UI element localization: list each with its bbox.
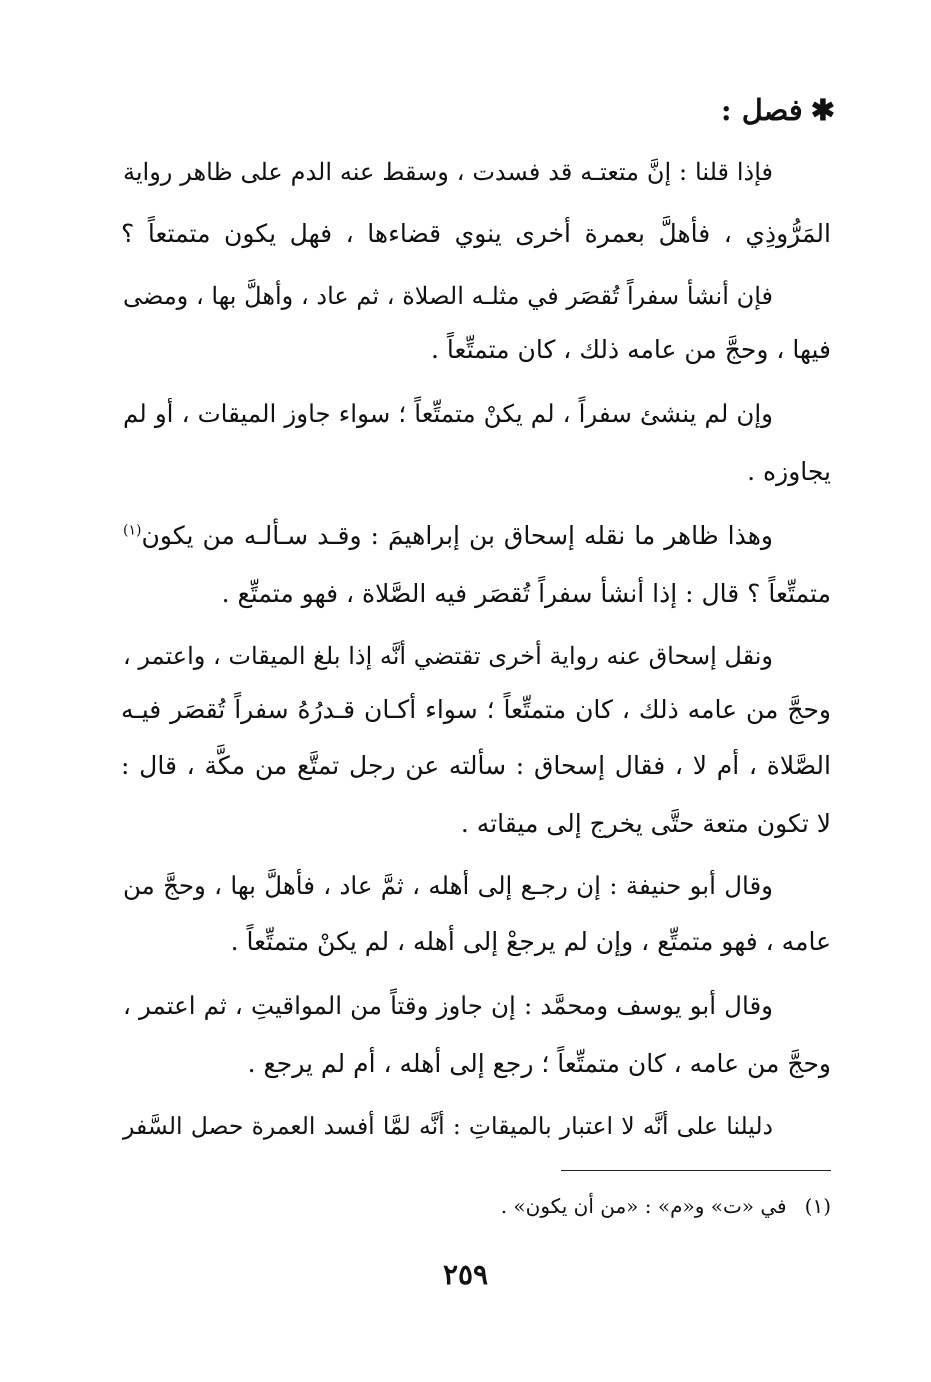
- paragraph-8-line-1: دليلنا على أنَّه لا اعتبار بالميقاتِ : أنَّه لمَّا أفسد العمرة حصل السَّفر: [123, 1112, 773, 1140]
- page-number: ٢٥٩: [442, 1258, 489, 1291]
- paragraph-3-line-1: وإن لم ينشئ سفراً ، لم يكنْ متمتِّعاً ؛ سواء جاوز الميقات ، أو لم: [123, 399, 773, 428]
- paragraph-1-line-1: فإذا قلنا : إنَّ متعتـه قد فسدت ، وسقط عنه الدم على ظاهر رواية: [123, 158, 773, 186]
- paragraph-6-line-2: عامه ، فهو متمتِّع ، وإن لم يرجعْ إلى أهله ، لم يكنْ متمتِّعاً .: [230, 927, 831, 956]
- footnote: [501, 1190, 831, 1222]
- paragraph-5-line-1: ونقل إسحاق عنه رواية أخرى تقتضي أنَّه إذا بلغ الميقات ، واعتمر ،: [123, 642, 773, 670]
- footnote-text: في «ت» و«م» : «من أن يكون» .: [500, 1194, 787, 1218]
- paragraph-7-line-1: وقال أبو يوسف ومحمَّد : إن جاوز وقتاً من المواقيتِ ، ثم اعتمر ،: [123, 991, 773, 1020]
- paragraph-1-line-2: المَرُّوذِي ، فأهلَّ بعمرة أخرى ينوي قضاءها ، فهل يكون متمتعاً ؟: [121, 219, 831, 248]
- paragraph-4-line-1: [123, 516, 773, 556]
- footnote-divider: [561, 1170, 831, 1171]
- paragraph-2-line-2: فيها ، وحجَّ من عامه ذلك ، كان متمتِّعاً .: [431, 335, 831, 364]
- paragraph-2-line-1: فإن أنشأ سفراً تُقصَر في مثلـه الصلاة ، ثم عاد ، وأهلَّ بها ، ومضى: [123, 282, 773, 310]
- paragraph-7-line-2: وحجَّ من عامه ، كان متمتِّعاً ؛ رجع إلى أهله ، أم لم يرجع .: [247, 1049, 831, 1078]
- footnote-number: (١): [804, 1194, 831, 1218]
- section-heading-label: فصل :: [720, 93, 803, 127]
- paragraph-5-line-4: لا تكون متعة حتَّى يخرج إلى ميقاته .: [460, 809, 831, 838]
- star-icon: ✱: [810, 93, 835, 127]
- footnote-reference: (١): [123, 522, 142, 539]
- paragraph-5-line-3: الصَّلاة ، أم لا ، فقال إسحاق : سألته عن رجل تمتَّع من مكَّة ، قال :: [121, 751, 831, 780]
- paragraph-3-line-2: يجاوزه .: [747, 457, 831, 486]
- paragraph-6-line-1: وقال أبو حنيفة : إن رجـع إلى أهله ، ثمَّ عاد ، فأهلَّ بها ، وحجَّ من: [123, 871, 773, 900]
- paragraph-4-line-1-text: وهذا ظاهر ما نقله إسحاق بن إبراهيمَ : وقـد سـألـه من يكون: [141, 521, 773, 550]
- paragraph-4-line-2: متمتِّعاً ؟ قال : إذا أنشأ سفراً تُقصَر فيه الصَّلاة ، فهو متمتِّع .: [221, 579, 831, 608]
- paragraph-5-line-2: وحجَّ من عامه ذلك ، كان متمتِّعاً ؛ سواء أكـان قـدرُهُ سفراً تُقصَر فيـه: [121, 695, 831, 724]
- section-heading: [721, 90, 835, 130]
